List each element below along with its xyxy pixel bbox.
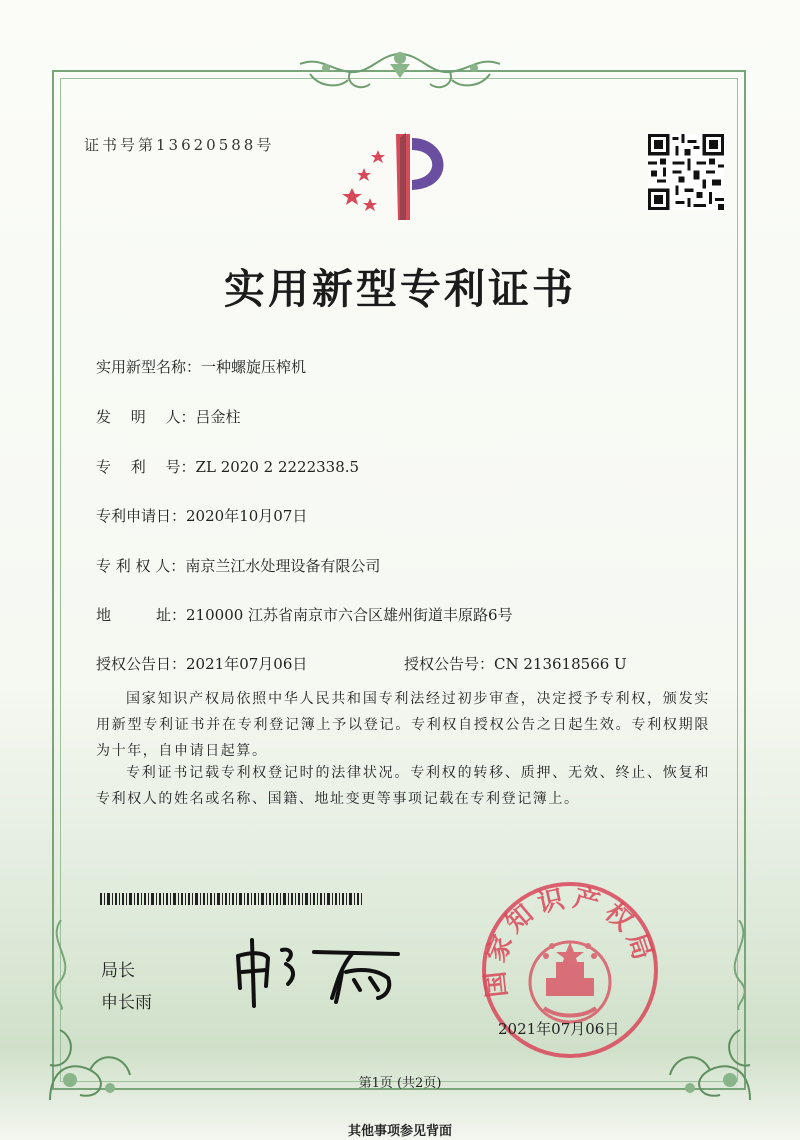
field-patent-number [96,456,359,477]
svg-text:国家知识产权局: 国家知识产权局 [479,883,660,999]
top-ornament-icon [290,44,510,102]
page-number: 第1页 (共2页) [358,1076,442,1091]
certificate-title: 实用新型专利证书 [224,265,576,313]
field-value: CN 213618566 U [494,655,627,673]
field-value: 南京兰江水处理设备有限公司 [185,557,381,575]
field-label: 授权公告号： [404,655,495,673]
signatory-title: 局长 [101,961,135,981]
field-label: 专 利 权 人： [96,557,186,575]
barcode-icon [100,893,362,905]
field-value: 2021年07月06日 [186,655,308,673]
field-value: ZL 2020 2 2222338.5 [195,458,360,476]
qr-code-icon [648,134,724,210]
field-patentee [96,555,380,576]
certificate-number: 证书号第13620588号 [84,136,275,154]
field-value: 一种螺旋压榨机 [201,358,307,376]
field-utility-model-name [96,356,306,377]
patent-office-logo-icon [340,128,468,224]
field-label: 专利申请日： [96,507,187,525]
field-grant-date [96,653,307,674]
field-filing-date [96,505,307,526]
field-label: 专 利 号： [96,458,196,476]
field-label: 实用新型名称： [96,358,202,376]
right-ornament-icon [724,920,754,1010]
field-grant-number [404,653,627,674]
left-ornament-icon [46,920,76,1010]
footer-note: 其他事项参见背面 [347,1124,452,1139]
grant-statement-paragraph: 国家知识产权局依照中华人民共和国专利法经过初步审查，决定授予专利权，颁发实用新型专利证书并在专利登记簿上予以登记。专利权自授权公告之日起生效。专利权期限为十年，自申请日起算。 [96,691,710,759]
field-value: 2020年10月07日 [186,507,308,525]
field-value: 吕金柱 [195,408,241,426]
field-label: 地 址： [96,606,187,624]
field-inventor [96,406,241,427]
field-label: 授权公告日： [96,655,187,673]
field-address [96,604,513,625]
field-label: 发 明 人： [96,408,196,426]
handwritten-signature [228,932,408,1008]
legal-status-paragraph: 专利证书记载专利权登记时的法律状况。专利权的转移、质押、无效、终止、恢复和专利权人的姓名或名称、国籍、地址变更等事项记载在专利登记簿上。 [96,765,710,807]
field-value: 210000 江苏省南京市六合区雄州街道丰原路6号 [186,606,513,624]
seal-date: 2021年07月06日 [498,1020,620,1038]
signatory-name: 申长雨 [101,993,152,1013]
